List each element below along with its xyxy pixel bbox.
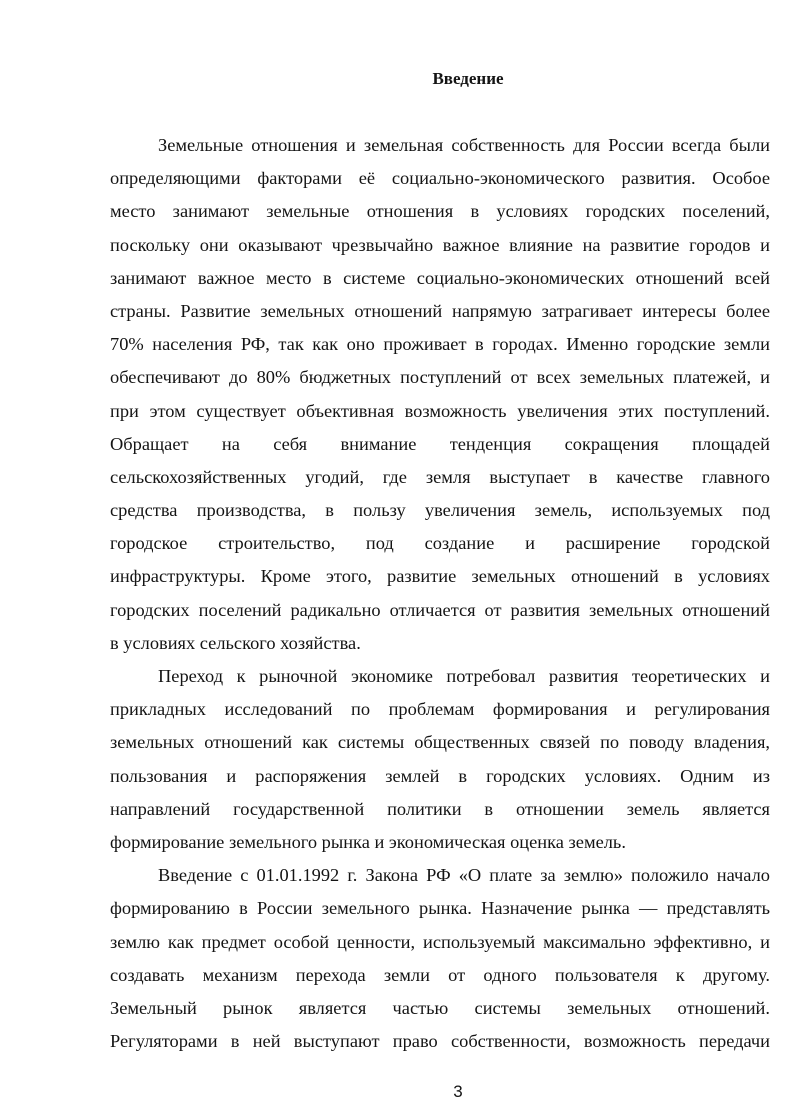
text-line: средства производства, в пользу увеличения земель, используемых под bbox=[110, 500, 770, 521]
text-line: Регуляторами в ней выступают право собственности, возможность передачи bbox=[110, 1031, 770, 1052]
text-line: 70% населения РФ, так как оно проживает в городах. Именно городские земли bbox=[110, 334, 770, 355]
body-text bbox=[110, 129, 770, 1058]
text-line: формированию в России земельного рынка. Назначение рынка — представлять bbox=[110, 898, 770, 919]
text-line: городских поселений радикально отличается от развития земельных отношений bbox=[110, 599, 770, 620]
text-line: в условиях сельского хозяйства. bbox=[110, 632, 361, 653]
text-line: при этом существует объективная возможность увеличения этих поступлений. bbox=[110, 400, 770, 421]
page-title: Введение bbox=[432, 69, 504, 88]
text-line: обеспечивают до 80% бюджетных поступлений от всех земельных платежей, и bbox=[110, 367, 770, 388]
text-line: страны. Развитие земельных отношений напрямую затрагивает интересы более bbox=[110, 300, 770, 321]
paragraph-1 bbox=[110, 129, 770, 660]
paragraph-3 bbox=[110, 859, 770, 1058]
text-line: формирование земельного рынка и экономическая оценка земель. bbox=[110, 831, 626, 852]
text-line: определяющими факторами её социально-экономического развития. Особое bbox=[110, 168, 770, 189]
text-line: Введение с 01.01.1992 г. Закона РФ «О плате за землю» положило начало bbox=[158, 865, 770, 886]
text-line: Обращает на себя внимание тенденция сокращения площадей bbox=[110, 433, 770, 454]
text-line: городское строительство, под создание и расширение городской bbox=[110, 533, 770, 554]
text-line: прикладных исследований по проблемам формирования и регулирования bbox=[110, 699, 770, 720]
text-line: инфраструктуры. Кроме этого, развитие земельных отношений в условиях bbox=[110, 566, 770, 587]
text-line: направлений государственной политики в отношении земель является bbox=[110, 798, 770, 819]
text-line: Переход к рыночной экономике потребовал развития теоретических и bbox=[158, 666, 770, 686]
text-line: земельных отношений как системы общественных связей по поводу владения, bbox=[110, 732, 770, 753]
text-line: землю как предмет особой ценности, используемый максимально эффективно, и bbox=[110, 931, 770, 952]
text-line: поскольку они оказывают чрезвычайно важное влияние на развитие городов и bbox=[110, 234, 770, 255]
text-line: создавать механизм перехода земли от одного пользователя к другому. bbox=[110, 964, 770, 985]
text-line: место занимают земельные отношения в условиях городских поселений, bbox=[110, 201, 770, 222]
text-line: занимают важное место в системе социально-экономических отношений всей bbox=[110, 267, 770, 288]
paragraph-2 bbox=[110, 660, 770, 859]
text-line: пользования и распоряжения землей в городских условиях. Одним из bbox=[110, 765, 770, 786]
page-number: 3 bbox=[453, 1082, 463, 1101]
text-line: Земельные отношения и земельная собственность для России всегда были bbox=[158, 135, 770, 155]
text-line: сельскохозяйственных угодий, где земля выступает в качестве главного bbox=[110, 466, 770, 487]
text-line: Земельный рынок является частью системы земельных отношений. bbox=[110, 997, 770, 1018]
